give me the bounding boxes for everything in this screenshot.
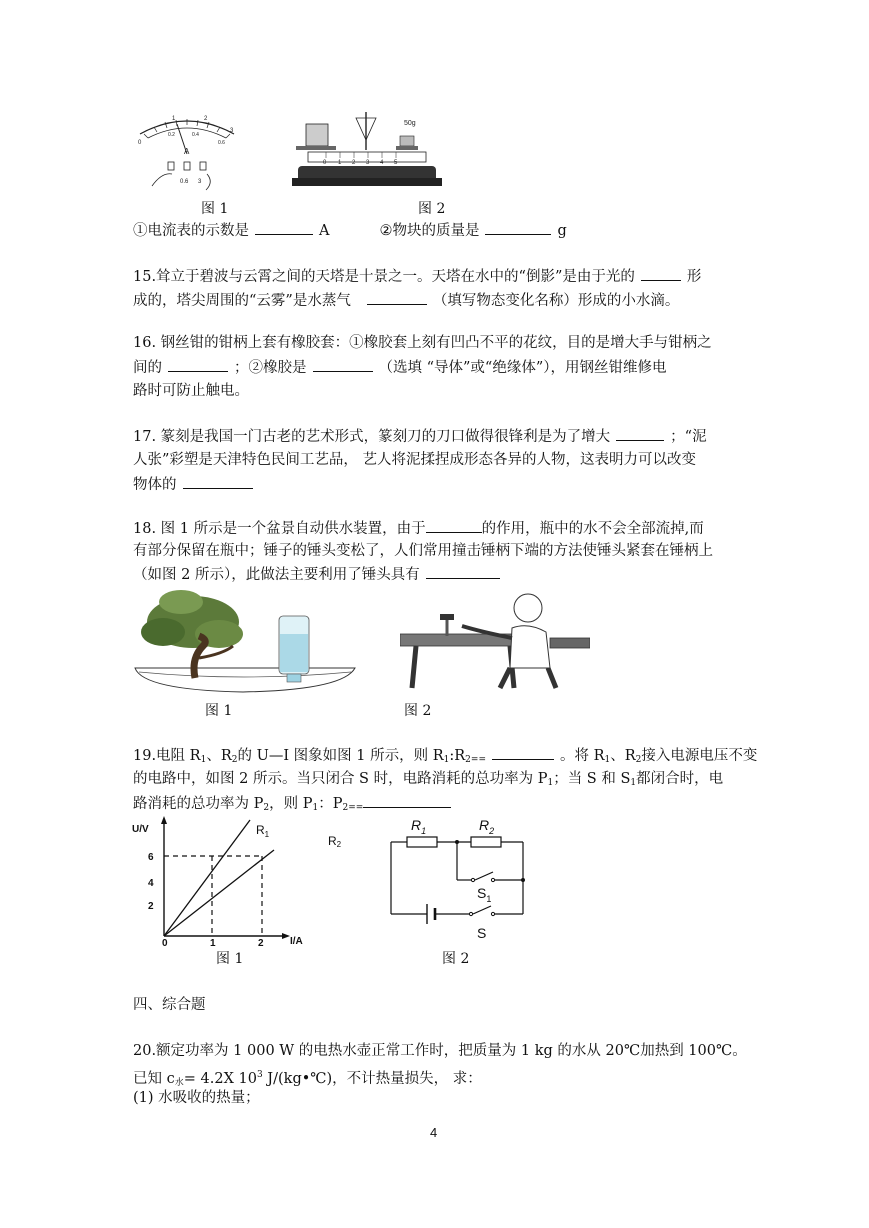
svg-text:50g: 50g [404, 120, 416, 127]
svg-text:3: 3 [366, 160, 370, 166]
x-axis-label: I/A [290, 936, 303, 947]
circuit-s-label: S [477, 925, 487, 941]
svg-text:3: 3 [230, 128, 234, 134]
page-number: 4 [430, 1125, 438, 1140]
svg-text:1: 1 [172, 116, 176, 122]
q20-line3: (1) 水吸收的热量； [133, 1090, 260, 1106]
r2-label: R2 [328, 834, 342, 849]
circuit-diagram [385, 810, 535, 945]
ui-graph [128, 812, 328, 947]
q20-text: 已知 c [133, 1071, 175, 1087]
q17-line1 [133, 426, 707, 447]
switch-s1 [475, 872, 493, 880]
resistor-r2 [471, 837, 501, 847]
q19-text: 都闭合时，电 [636, 771, 724, 787]
q15-text: 15.耸立于碧波与云霄之间的天塔是十景之一。天塔在水中的“倒影”是由于光的 [133, 269, 635, 285]
switch-s [473, 906, 491, 914]
answer-blank[interactable] [183, 474, 253, 489]
q19-subscript: 1 [312, 803, 319, 813]
svg-text:2: 2 [352, 160, 356, 166]
q20-line1: 20.额定功率为 1 000 W 的电热水壶正常工作时，把质量为 1 kg 的水从 20℃加热到 100℃。 [133, 1043, 747, 1059]
figure-caption-1: 图 1 [205, 703, 233, 719]
q19-text: 接入电源电压不变 [641, 748, 758, 764]
bonsai-water-figure [133, 588, 359, 698]
svg-text:0.6: 0.6 [180, 179, 189, 185]
answer-blank[interactable] [616, 426, 664, 441]
q19-subscript: 2== [465, 755, 486, 765]
resistor-r1 [407, 837, 437, 847]
figure-caption-2: 图 2 [404, 703, 432, 719]
q19-subscript: 1 [630, 778, 637, 788]
figure-caption-1: 图 1 [201, 201, 229, 217]
q16-text: （选填 “导体”或“绝缘体”），用钢丝钳维修电 [378, 360, 667, 376]
y-axis-label: U/V [132, 824, 149, 835]
svg-text:0: 0 [138, 140, 142, 146]
q19-text: 、R [206, 748, 232, 764]
q16-line2 [133, 357, 667, 378]
svg-text:A: A [184, 147, 190, 156]
x-tick-0: 0 [162, 938, 168, 947]
q18-text: 的作用，瓶中的水不会全部流掉,而 [481, 521, 704, 537]
svg-text:0.6: 0.6 [218, 140, 225, 146]
q16-text: 间的 [133, 360, 162, 376]
q19-text: 的 U—I 图象如图 1 所示，则 R [237, 748, 444, 764]
q20-text: J/(kg•℃)，不计热量损失， 求： [262, 1071, 482, 1087]
ammeter-figure [132, 112, 242, 192]
q19-text: 的电路中，如图 2 所示。当只闭合 S 时，电路消耗的总功率为 P [133, 771, 548, 787]
q20-subscript: 水 [174, 1078, 184, 1088]
q14-unit1: A [319, 223, 330, 239]
q20-text: = 4.2X 10 [183, 1071, 257, 1087]
q19-subscript: 2 [635, 755, 642, 765]
q19-text: 、R [610, 748, 636, 764]
svg-text:0.4: 0.4 [192, 132, 199, 138]
answer-blank[interactable] [168, 357, 228, 372]
r1-line [164, 820, 250, 936]
q17-text: ；“泥 [670, 429, 707, 445]
svg-text:1: 1 [338, 160, 342, 166]
svg-text:2: 2 [204, 116, 208, 122]
figure-caption-2: 图 2 [418, 201, 446, 217]
y-tick-6: 6 [148, 852, 154, 863]
q20-superscript: 3 [256, 1070, 263, 1080]
svg-text:4: 4 [380, 160, 384, 166]
q19-text: ，则 P [269, 796, 313, 812]
q14-line [133, 220, 567, 241]
svg-text:0: 0 [323, 160, 327, 166]
answer-blank[interactable] [641, 266, 681, 281]
x-tick-1: 1 [210, 938, 216, 947]
q19-text: 19.电阻 R [133, 748, 201, 764]
section-heading: 四、综合题 [133, 997, 206, 1013]
answer-blank[interactable] [492, 745, 554, 760]
q19-text: ；当 S 和 S [553, 771, 631, 787]
q19-subscript: 2== [342, 803, 364, 813]
y-tick-2: 2 [148, 901, 154, 912]
q14-unit2: g [557, 223, 567, 239]
q15-text: （填写物态变化名称）形成的小水滴。 [432, 293, 680, 309]
q16-line3: 路时可防止触电。 [133, 383, 249, 399]
r1-label: $R_1$ [256, 823, 270, 839]
x-tick-2: 2 [258, 938, 264, 947]
q19-line2 [133, 769, 723, 793]
answer-blank[interactable] [485, 220, 551, 235]
q19-text: 。将 R [559, 748, 605, 764]
q19-text: ：P [318, 796, 343, 812]
figure-caption-1: 图 1 [216, 951, 244, 967]
q16-text: ；②橡胶是 [234, 360, 307, 376]
q18-line1 [133, 518, 704, 539]
answer-blank[interactable] [426, 564, 500, 579]
q19-subscript: 1 [547, 778, 554, 788]
balance-figure [292, 110, 442, 192]
answer-blank[interactable] [313, 357, 373, 372]
answer-blank[interactable] [363, 793, 451, 808]
circuit-r1-label: $R_1$ [411, 817, 427, 836]
q16-line1: 16. 钢丝钳的钳柄上套有橡胶套：①橡胶套上刻有凹凸不平的花纹，目的是增大手与钳柄之 [133, 335, 712, 351]
q19-text: :R [449, 748, 466, 764]
circuit-s1-label: $S_1$ [477, 885, 492, 904]
q17-text: 17. 篆刻是我国一门古老的艺术形式，篆刻刀的刀口做得很锋利是为了增大 [133, 429, 611, 445]
q17-line2: 人张”彩塑是天津特色民间工艺品， 艺人将泥揉捏成形态各异的人物，这表明力可以改变 [133, 452, 697, 468]
q18-line3 [133, 564, 506, 585]
q19-subscript: 2 [231, 755, 238, 765]
y-tick-4: 4 [148, 878, 154, 889]
q14-part2: ②物块的质量是 [379, 223, 480, 239]
q15-text: 成的，塔尖周围的“云雾”是水蒸气 [133, 293, 351, 309]
q15-text: 形 [686, 269, 702, 285]
q19-subscript: 1 [604, 755, 611, 765]
answer-blank[interactable] [426, 518, 482, 533]
q14-part1: ①电流表的示数是 [133, 223, 249, 239]
q15-line2 [133, 290, 679, 311]
svg-text:5: 5 [394, 160, 398, 166]
q19-text: 路消耗的总功率为 P [133, 796, 264, 812]
q18-text: （如图 2 所示），此做法主要利用了锤头具有 [133, 567, 420, 583]
answer-blank[interactable] [255, 220, 313, 235]
figure-caption-2: 图 2 [442, 951, 470, 967]
circuit-r2-label: $R_2$ [479, 817, 495, 836]
q19-subscript: 2 [263, 803, 270, 813]
answer-blank[interactable] [367, 290, 427, 305]
q18-line2: 有部分保留在瓶中；锤子的锤头变松了，人们常用撞击锤柄下端的方法使锤头紧套在锤柄上 [133, 543, 713, 559]
q19-subscript: 1 [200, 755, 207, 765]
q19-line1 [133, 745, 757, 770]
q15-line1 [133, 266, 701, 287]
svg-text:3: 3 [198, 179, 202, 185]
hammer-figure [400, 588, 590, 698]
q17-text: 物体的 [133, 477, 177, 493]
q17-line3 [133, 474, 259, 495]
q19-subscript: 1 [443, 755, 450, 765]
svg-text:0.2: 0.2 [168, 132, 175, 138]
q18-text: 18. 图 1 所示是一个盆景自动供水装置，由于 [133, 521, 426, 537]
